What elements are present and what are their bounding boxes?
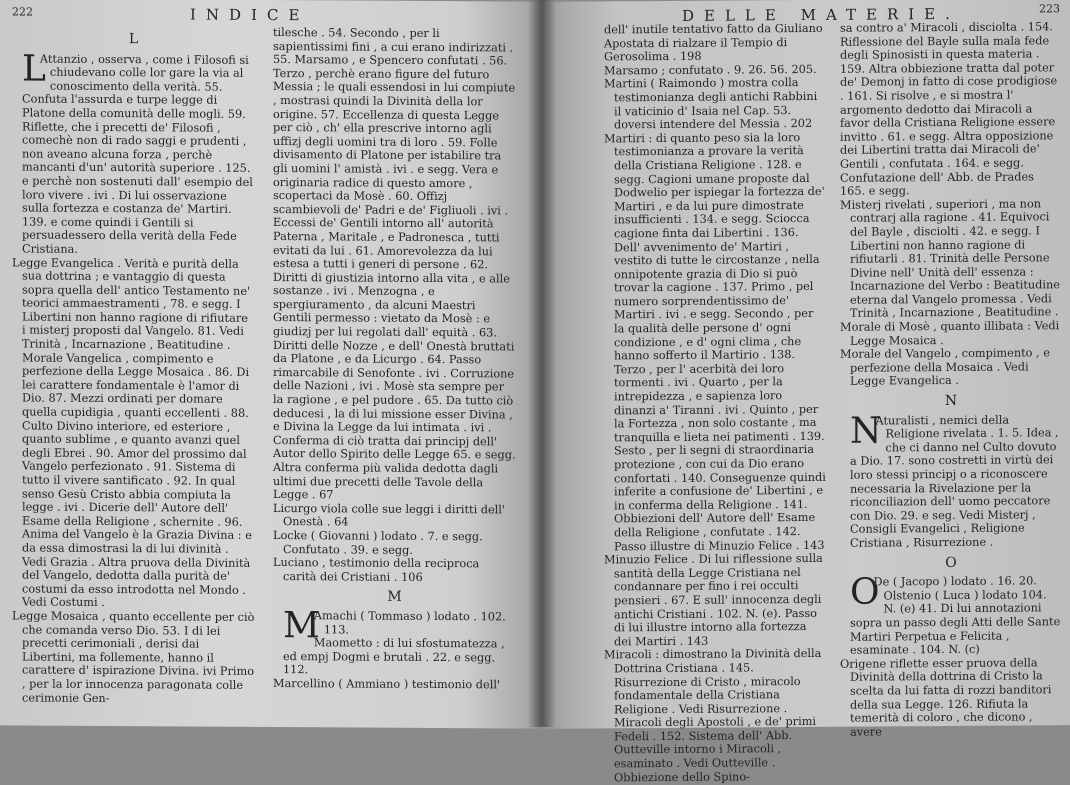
- section-letter-N: N: [944, 392, 958, 410]
- index-entry: Morale del Vangelo , compimento , e perfezione della Mosaica . Vedi Legge Evangelica .: [840, 346, 1050, 389]
- drop-cap: N: [850, 410, 882, 452]
- left-column-1: [12, 24, 255, 706]
- drop-cap: L: [22, 48, 46, 90]
- index-entry: Martiri : di quanto peso sia la loro testimonianza a provare la verità della Cristiana Religione . 128. e segg. Cagioni umane proposte dal Dodwelio per ispiegar la fortezza de' Martiri , e da lui pure dimostrate insufficienti . 134. e segg. Sciocca cagione finta dai Libertini . 136. Dell' avvenimento de' Martiri , vestito di tutte le circostanze , nella onnipotente grazia di Dio si può trovar la cagione . 137. Primo , pel numero sorprendentissimo de' Martiri . ivi . e segg. Secondo , per la qualità delle persone d' ogni condizione , e d' ogni clima , che hanno sofferto il Martirio . 138. Terzo , per l' acerbità dei loro tormenti . ivi . Quarto , per la intrepidezza , e sapienza loro dinanzi a' Tiranni . ivi . Quinto , per la Fortezza , non solo costante , ma tranquilla e lieta nei patimenti . 139. Sesto , per li segni di straordinaria protezione , con cui da Dio erano confortati . 140. Conseguenze quindi inferite a confusione de' Libertini , e in conferma della Religione . 141. Obbiezioni dell' Autore dell' Esame della Religione , confutate . 142. Passo illustre di Minuzio Felice . 143: [604, 130, 826, 553]
- entry-text: Attanzio , osserva , come i Filosofi si chiudevano colle lor gare la via al conoscimento della verità. 55. Confuta l'assurda e turpe legge di Platone della comunità delle mogli. 59. Riflette, che i precetti de' Filosofi , comechè non di rado saggi e prudenti , non aveano alcuna forza , perchè mancanti d'un' autorità superiore . 125. e perchè non sostenuti dall' esempio del loro vivere . ivi . Di lui osservazione sulla fortezza e costanza de' Martiri. 139. e come quindi i Gentili si persuadessero della verità della Fede Cristiana.: [22, 52, 253, 256]
- index-entry: [273, 605, 516, 647]
- index-entry: [840, 410, 1062, 550]
- right-column-2: [840, 20, 1062, 783]
- index-entry: Minuzio Felice . Di lui riflessione sulla santità della Legge Cristiana nel condannare per fino i rei occulti pensieri . 67. E sull' innocenza degli antichi Cristiani . 102. N. (e). Passo di lui illustre intorno alla fortezza dei Martiri . 143: [604, 552, 823, 649]
- right-page-header-word: DELLE MATERIE.: [682, 4, 960, 25]
- index-entry: Legge Evangelica . Verità e purità della sua dottrina ; e vantaggio di questa sopra quella dell' antico Testamento ne' teorici ammaestramenti , 78. e segg. I Libertini non hanno ragione di rifiutare i misterj proposti dal Vangelo. 81. Vedi Trinità , Incarnazione , Beatitudine . Morale Vangelica , compimento e perfezione della Legge Mosaica . 86. Di lei carattere fondamentale è l'amor di Dio. 87. Mezzi ordinati per domare quella cupidigia , quanti eccellenti . 88. Culto Divino interiore, ed esteriore , quanto sublime , e quanto avanzi quel degli Ebrei . 90. Amor del prossimo dal Vangelo perfezionato . 91. Sistema di tutto il vivere santificato . 92. In qual senso Gesù Cristo abbia compiuta la legge . ivi . Dicerie dell' Autore dell' Esame della Religione , schernite . 96. Anima del Vangelo è la Grazia Divina : e da essa dimostrasi la di lui divinità . Vedi Grazia . Altra pruova della Divinità del Vangelo, dedotta dalla purità de' costumi da esso introdotta nel Mondo . Vedi Costumi .: [12, 255, 252, 610]
- section-letter-L: L: [128, 31, 139, 48]
- right-page-header: [604, 0, 1062, 23]
- section-letter-O: O: [945, 554, 957, 571]
- entry-text: Aturalisti , nemici della Religione rivelata . 1. 5. Idea , che ci danno nel Culto dovuto a Dio. 17. sono costretti in virtù dei loro stessi principj o a riconoscere necessaria la Rivelazione per la riconciliazion dell' uomo peccatore con Dio. 29. e seg. Vedi Misterj , Consigli Evangelici , Religione Cristiana , Risurrezione .: [850, 413, 1059, 550]
- left-column-2: [273, 26, 516, 708]
- index-entry: Luciano , testimonio della reciproca carità dei Cristiani . 106: [273, 556, 480, 584]
- book-gutter: [528, 0, 556, 727]
- drop-cap: O: [850, 571, 880, 613]
- index-entry: Locke ( Giovanni ) lodato . 7. e segg. Confutato . 39. e segg.: [273, 528, 483, 557]
- index-entry: Licurgo viola colle sue leggi i diritti dell' Onestà . 64: [273, 501, 506, 529]
- right-page-number: 223: [1039, 2, 1060, 16]
- index-entry: dell' inutile tentativo fatto da Giuliano Apostata di rialzare il Tempio di Gerosolima . 198: [604, 21, 823, 64]
- right-page: [542, 0, 1070, 784]
- index-entry: Marsamo ; confutato . 9. 26. 56. 205.: [604, 62, 817, 78]
- left-page-header-word: INDICE: [190, 5, 310, 25]
- entry-text: Amachi ( Tommaso ) lodato . 102. 113.: [313, 609, 506, 637]
- right-column-1: [604, 22, 826, 785]
- index-entry: tilesche . 54. Secondo , per li sapientissimi fini , a cui erano indirizzati . 55. Marsamo , e Spencero confutati . 56. Terzo , perchè erano figure del futuro Messia ; le quali essendosi in lui compiute , mostrasi quindi la Divinità della lor origine. 57. Eccellenza di questa Legge per ciò , ch' ella prescrive intorno agli uffizj degli uomini tra di loro . 59. Folle divisamento di Platone per istabilire tra gli uomini l' amistà . ivi . e segg. Vera e originaria radice di questo amore , scopertaci da Mosè . 60. Offizj scambievoli de' Padri e de' Figliuoli . ivi . Eccessi de' Gentili intorno all' autorità Paterna , Maritale , e Padronesca , tutti evitati da lui . 61. Amorevolezza da lui estesa a tutti i generi di persone . 62. Diritti di giustizia intorno alla vita , e alle sostanze . ivi . Menzogna , e spergiuramento , da alcuni Maestri Gentili permesso : vietato da Mosè : e giudizj per lui regolati dall' equità . 63. Diritti delle Nozze , e dell' Onestà bruttati da Platone , e da Licurgo . 64. Passo rimarcabile di Senofonte . ivi . Corruzione delle Nazioni , ivi . Mosè sta sempre per la ragione , e pel pudore . 65. Da tutto ciò deducesi , la di lui missione esser Divina , e Divina la Legge da lui intimata . ivi . Conferma di ciò tratta dai principj dell' Autor dello Spirito delle Legge 65. e segg. Altra conferma più valida dedotta dagli ultimi due precetti delle Tavole della Legge . 67: [273, 26, 516, 502]
- drop-cap: M: [283, 605, 320, 647]
- left-page-number: 222: [12, 5, 33, 19]
- index-entry: Legge Mosaica , quanto eccellente per ciò che comanda verso Dio. 53. I di lei precetti cerimoniali , derisi dai Libertini, ma follemente, hanno il carattere d' ispirazione Divina. ivi Primo , per la lor innocenza paragonata colle cerimonie Gen-: [12, 609, 255, 705]
- section-letter-M: M: [387, 589, 402, 606]
- index-entry: sa contro a' Miracoli , disciolta . 154. Riflessione del Bayle sulla mala fede degli Spinosisti in questa materia . 159. Altra obbiezione tratta dal poter de' Demonj in fatto di cose prodigiose . 161. Si risolve , e si mostra l' argomento dedotto dai Miracoli a favor della Cristiana Religione essere invitto . 61. e segg. Altra opposizione dei Libertini tratta dai Miracoli de' Gentili , confutata . 164. e segg. Confutazione dell' Abb. de Prades 165. e segg.: [840, 20, 1058, 198]
- index-entry: Miracoli : dimostrano la Divinità della Dottrina Cristiana . 145. Risurrezione di Cristo , miracolo fondamentale della Cristiana Religione . Vedi Risurrezione . Miracoli degli Apostoli , e de' primi Fedeli . 152. Sistema dell' Abb. Outteville intorno i Miracoli , esaminato . Vedi Outteville . Obbiezione dello Spino-: [604, 647, 822, 784]
- index-entry: Maometto : di lui sfostumatezza , ed empj Dogmi e brutali . 22. e segg. 112.: [283, 636, 505, 677]
- entry-text: De ( Jacopo ) lodato . 16. 20. Olstenio ( Luca ) lodato 104. N. (e) 41. Di lui annotazioni sopra un passo degli Atti delle Sante Martiri Perpetua e Felicita , esaminate . 104. N. (c): [850, 574, 1061, 657]
- index-entry: Martini ( Raimondo ) mostra colla testimonianza degli antichi Rabbini il vaticinio d' Isaia nel Cap. 53. doversi intendere del Messia . 202: [604, 76, 818, 132]
- index-entry: Marcellino ( Ammiano ) testimonio dell': [273, 676, 501, 692]
- left-page: [0, 0, 542, 729]
- left-page-header: [12, 4, 516, 27]
- index-entry: [840, 571, 1062, 657]
- index-entry: Origene riflette esser pruova della Divinità della dottrina di Cristo la scelta da lui fatta di rozzi banditori della sua Legge. 126. Rifiuta la temerità di coloro , che dicono , avere: [840, 656, 1052, 739]
- index-entry: [12, 48, 255, 257]
- index-entry: Misterj rivelati , superiori , ma non contrarj alla ragione . 41. Equivoci del Bayle , disciolti . 42. e segg. I Libertini non hanno ragione di rifiutarli . 81. Trinità delle Persone Divine nell' Unità dell' essenza : Incarnazione del Verbo : Beatitudine eterna dal Vangelo promessa . Vedi Trinità , Incarnazione , Beatitudine .: [840, 197, 1060, 321]
- index-entry: Morale di Mosè , quanto illibata : Vedi Legge Mosaica .: [840, 319, 1060, 348]
